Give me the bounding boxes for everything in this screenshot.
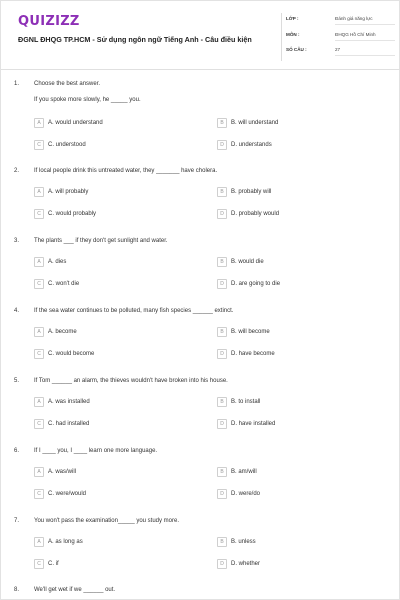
question-text: If I ____ you, I ____ learn one more language. [34, 448, 158, 454]
option-text: B. would die [231, 258, 264, 265]
quizizz-logo: QUIZIZZ [18, 14, 80, 29]
option-text: D. understands [231, 141, 272, 148]
option-letter-box: C [34, 279, 44, 289]
option-text: A. as long as [48, 538, 83, 545]
meta-subject-value: ĐHQG Hồ Chí Minh [335, 32, 376, 37]
question-number: 6. [14, 448, 20, 454]
meta-count-value: 27 [335, 47, 341, 52]
option-letter-box: B [217, 187, 227, 197]
option-letter-box: B [217, 327, 227, 337]
option-letter-box: A [34, 327, 44, 337]
header-divider [1, 69, 400, 70]
option-letter-box: D [217, 419, 227, 429]
question-number: 4. [14, 308, 20, 314]
meta-count-label: SỐ CÂU : [286, 47, 307, 52]
option-text: A. will probably [48, 188, 89, 195]
question-number: 8. [14, 587, 20, 593]
option-letter-box: D [217, 209, 227, 219]
question-number: 7. [14, 518, 20, 524]
option-letter-box: B [217, 467, 227, 477]
question-number: 5. [14, 378, 20, 384]
question-text: If local people drink this untreated water, they _______ have cholera. [34, 168, 218, 174]
option-letter-box: C [34, 349, 44, 359]
question-text: The plants ___ if they don't get sunlight and water. [34, 238, 168, 244]
option-text: B. unless [231, 538, 256, 545]
question-number: 3. [14, 238, 20, 244]
option-letter-box: C [34, 209, 44, 219]
option-text: D. were/do [231, 490, 261, 497]
meta-underline [335, 24, 395, 25]
question-number: 2. [14, 168, 20, 174]
option-text: D. have become [231, 350, 275, 357]
option-text: A. was installed [48, 398, 90, 405]
option-text: C. won't die [48, 280, 80, 287]
option-letter-box: D [217, 559, 227, 569]
question-text: If Tom ______ an alarm, the thieves wouldn't have broken into his house. [34, 378, 228, 384]
option-text: A. dies [48, 258, 67, 265]
option-letter-box: B [217, 397, 227, 407]
option-text: B. probably will [231, 188, 272, 195]
option-text: A. become [48, 328, 77, 335]
option-text: D. whether [231, 560, 261, 567]
option-letter-box: A [34, 118, 44, 128]
question-subtext: If you spoke more slowly, he _____ you. [34, 97, 141, 103]
option-text: C. understood [48, 141, 86, 148]
option-letter-box: B [217, 537, 227, 547]
option-text: D. have installed [231, 420, 276, 427]
option-letter-box: D [217, 489, 227, 499]
option-text: B. to install [231, 398, 261, 405]
question-text: Choose the best answer. [34, 81, 101, 87]
option-text: B. will understand [231, 119, 279, 126]
option-text: B. am/will [231, 468, 257, 475]
option-text: C. if [48, 560, 59, 567]
option-text: B. will become [231, 328, 270, 335]
option-text: C. would probably [48, 210, 97, 217]
option-letter-box: C [34, 419, 44, 429]
option-text: C. were/would [48, 490, 87, 497]
meta-underline [335, 40, 395, 41]
option-letter-box: D [217, 279, 227, 289]
meta-subject-label: MÔN : [286, 32, 300, 37]
option-text: A. would understand [48, 119, 103, 126]
meta-underline [335, 55, 395, 56]
option-letter-box: A [34, 187, 44, 197]
option-text: D. are going to die [231, 280, 281, 287]
option-letter-box: A [34, 467, 44, 477]
option-letter-box: B [217, 257, 227, 267]
option-letter-box: B [217, 118, 227, 128]
meta-class-value: Đánh giá năng lực [335, 16, 373, 21]
question-text: We'll get wet if we ______ out. [34, 587, 116, 593]
option-letter-box: A [34, 397, 44, 407]
question-text: You won't pass the examination_____ you study more. [34, 518, 180, 524]
option-letter-box: C [34, 559, 44, 569]
option-letter-box: C [34, 489, 44, 499]
worksheet-title: ĐGNL ĐHQG TP.HCM - Sử dụng ngôn ngữ Tiếng Anh - Câu điều kiện [18, 35, 252, 44]
option-letter-box: A [34, 537, 44, 547]
option-letter-box: A [34, 257, 44, 267]
question-number: 1. [14, 81, 20, 87]
option-letter-box: D [217, 140, 227, 150]
option-text: A. was/will [48, 468, 77, 475]
option-letter-box: D [217, 349, 227, 359]
option-letter-box: C [34, 140, 44, 150]
option-text: D. probably would [231, 210, 280, 217]
meta-class-label: LỚP : [286, 16, 299, 21]
worksheet-header [1, 1, 400, 71]
question-text: If the sea water continues to be polluted, many fish species ______ extinct. [34, 308, 234, 314]
option-text: C. would become [48, 350, 95, 357]
option-text: C. had installed [48, 420, 90, 427]
worksheet-meta [281, 13, 400, 61]
